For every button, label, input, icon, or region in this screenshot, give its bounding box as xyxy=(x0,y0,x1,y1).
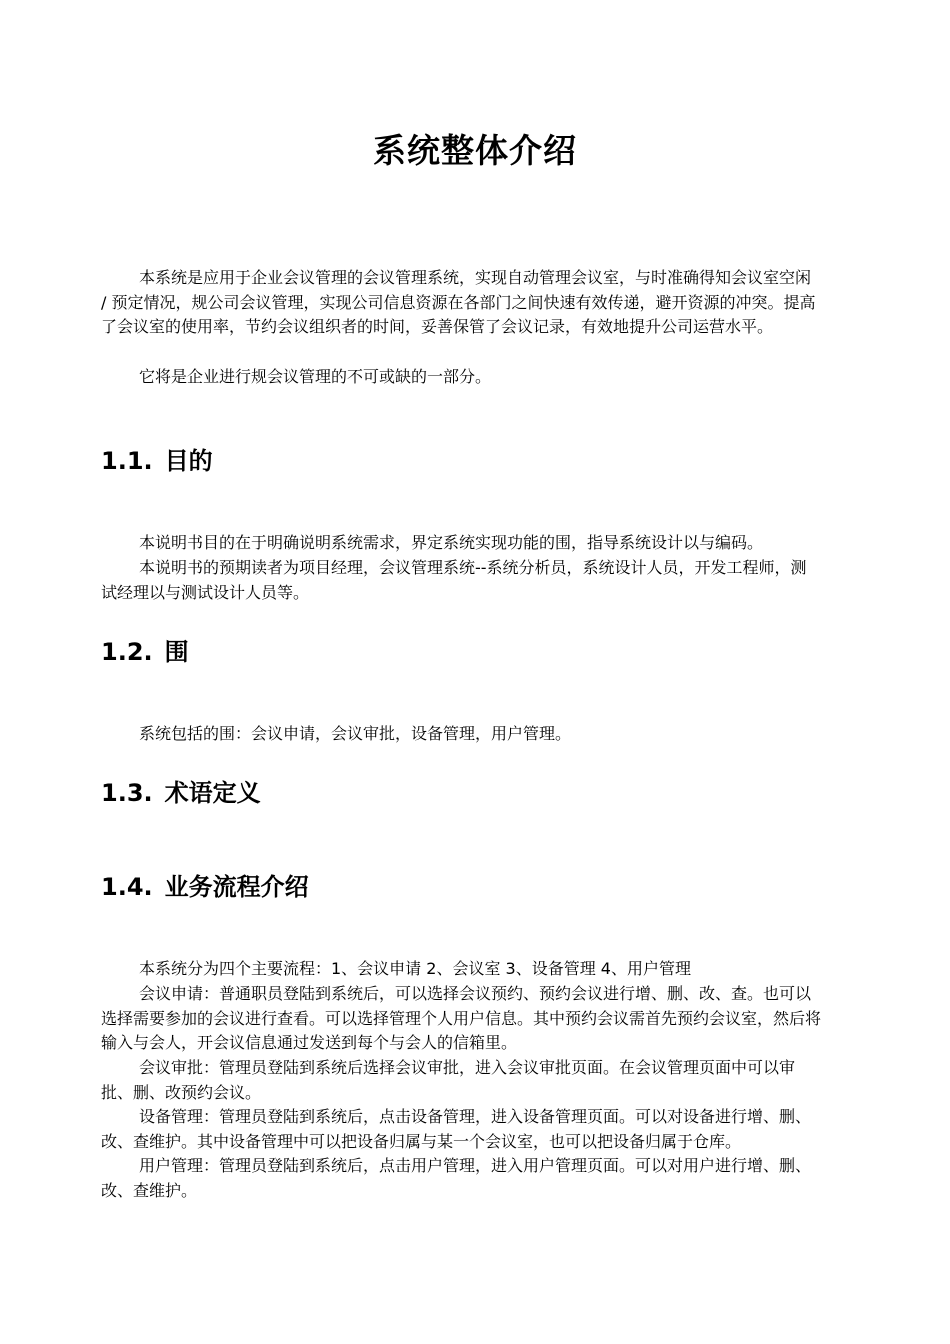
section-number: 1.3. xyxy=(101,779,153,807)
intro-paragraph-1: 本系统是应用于企业会议管理的会议管理系统，实现自动管理会议室，与时准确得知会议室空闲 / 预定情况，规公司会议管理，实现公司信息资源在各部门之间快速有效传递，避开资源的冲突。提高了会议室的使用率，节约会议组织者的时间，妥善保管了会议记录，有效地提升公司运营水平。 xyxy=(101,268,816,337)
workflow-paragraph-5: 用户管理：管理员登陆到系统后，点击用户管理，进入用户管理页面。可以对用户进行增、删、改、查维护。 xyxy=(101,1156,812,1200)
section-title: 围 xyxy=(164,638,189,666)
section-title: 术语定义 xyxy=(164,779,261,807)
document-title: 系统整体介绍 xyxy=(373,131,577,170)
section-heading-purpose xyxy=(101,444,213,478)
section-heading-workflow xyxy=(101,870,309,904)
section-heading-scope xyxy=(101,635,189,669)
workflow-paragraph-3: 会议审批：管理员登陆到系统后选择会议审批，进入会议审批页面。在会议管理页面中可以审批、删、改预约会议。 xyxy=(101,1058,796,1102)
section-number: 1.4. xyxy=(101,873,153,901)
workflow-paragraph-4: 设备管理：管理员登陆到系统后，点击设备管理，进入设备管理页面。可以对设备进行增、删、改、查维护。其中设备管理中可以把设备归属与某一个会议室，也可以把设备归属于仓库。 xyxy=(101,1107,812,1151)
section-heading-terms xyxy=(101,776,261,810)
workflow-paragraph-1: 本系统分为四个主要流程：1、会议申请 2、会议室 3、设备管理 4、用户管理 xyxy=(139,959,691,978)
scope-paragraph: 系统包括的围：会议申请，会议审批，设备管理，用户管理。 xyxy=(139,724,572,743)
purpose-paragraph-2: 本说明书的预期读者为项目经理，会议管理系统--系统分析员，系统设计人员，开发工程师，测试经理以与测试设计人员等。 xyxy=(101,558,807,602)
section-number: 1.1. xyxy=(101,447,153,475)
purpose-paragraph-1: 本说明书目的在于明确说明系统需求，界定系统实现功能的围，指导系统设计以与编码。 xyxy=(139,533,764,552)
section-number: 1.2. xyxy=(101,638,153,666)
section-title: 业务流程介绍 xyxy=(164,873,309,901)
section-title: 目的 xyxy=(164,447,213,475)
workflow-paragraph-2: 会议申请：普通职员登陆到系统后，可以选择会议预约、预约会议进行增、删、改、查。也可以选择需要参加的会议进行查看。可以选择管理个人用户信息。其中预约会议需首先预约会议室，然后将输入与会人，开会议信息通过发送到每个与会人的信箱里。 xyxy=(101,984,822,1053)
intro-paragraph-2: 它将是企业进行规会议管理的不可或缺的一部分。 xyxy=(139,367,492,386)
